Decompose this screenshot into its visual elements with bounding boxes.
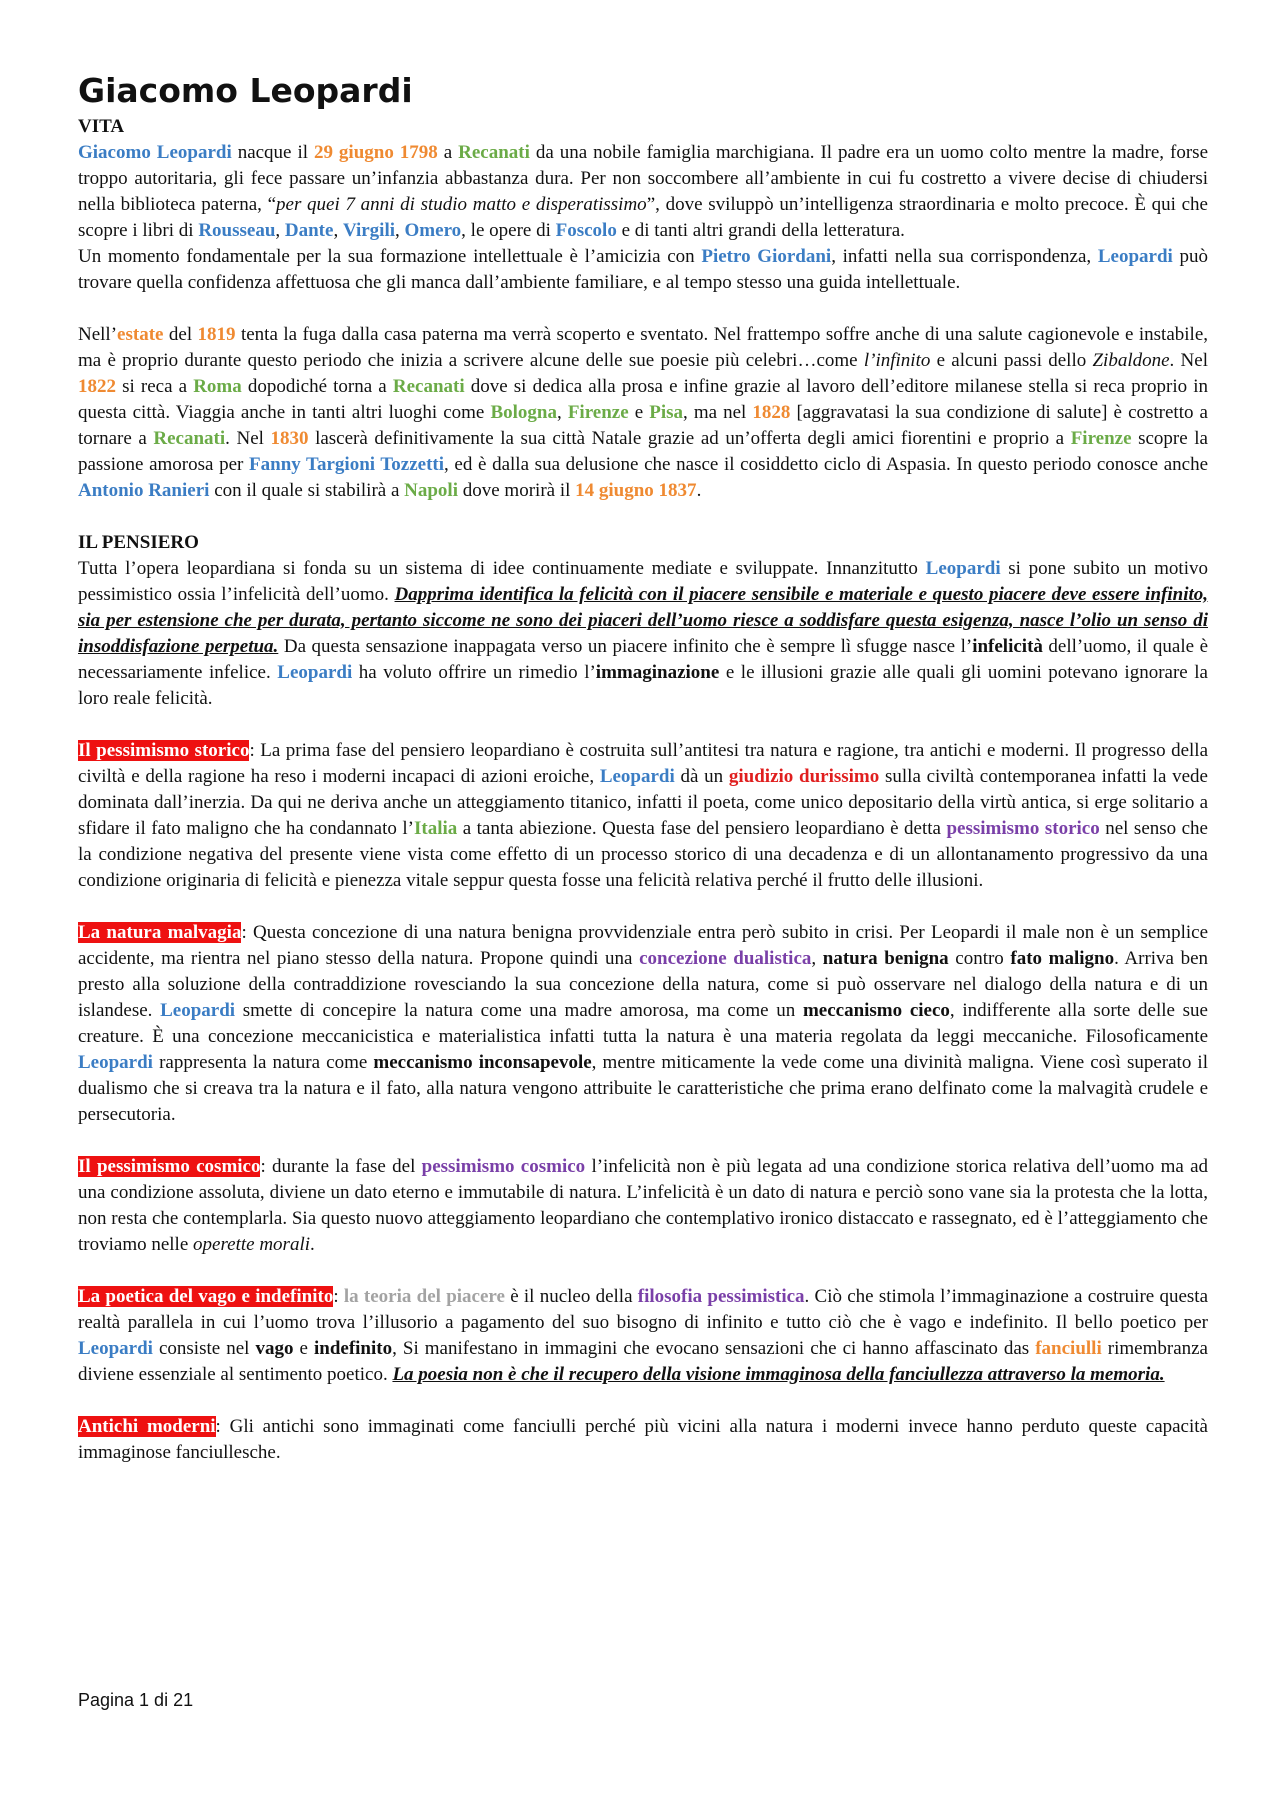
section-heading-pensiero: IL PENSIERO: [78, 532, 199, 553]
text-run: scopre la passione amorosa per: [78, 428, 1208, 475]
paragraph: [78, 322, 1208, 504]
date-highlight: 1830: [270, 428, 309, 449]
paragraph-spacer: [78, 1258, 1208, 1284]
text-run: tenta la fuga dalla casa paterna ma verrà scoperto e sventato. Nel frattempo soffre anche di una salute cagionevole e instabile, ma è proprio durante questo periodo che inizia a scrivere alcune delle sue poesie più celebri…come: [78, 324, 1209, 371]
text-run: Tutta l’opera leopardiana si fonda su un sistema di idee continuamente mediate e sviluppate. Innanzitutto: [78, 558, 926, 579]
text-run: e le illusioni grazie alle quali gli uomini potevano ignorare la loro reale felicità.: [78, 662, 1208, 709]
italic-title: Zibaldone: [1092, 350, 1170, 371]
name-highlight: Giacomo Leopardi: [78, 142, 232, 163]
place-highlight: Recanati: [392, 376, 465, 397]
date-highlight: 1819: [197, 324, 236, 345]
text-run: , le opere di: [461, 220, 556, 241]
text-run: ”, dove sviluppò un’intelligenza straordinaria e molto precoce. È qui che scopre i libri di: [78, 194, 1208, 241]
concept-highlight: pessimismo cosmico: [421, 1156, 586, 1177]
text-run: contro: [948, 948, 1011, 969]
bold-term: infelicità: [972, 636, 1043, 657]
italic-title: per quei 7 anni di studio matto e disperatissimo: [276, 194, 647, 215]
place-highlight: Roma: [193, 376, 242, 397]
section-label: La poetica del vago e indefinito: [78, 1286, 334, 1307]
bold-term: fato maligno: [1010, 948, 1115, 969]
key-sentence: Dapprima identifica la felicità con il piacere sensibile e materiale e questo piacere deve essere infinito, sia per estensione che per durata, pertanto siccome ne sono dei piaceri dell’uomo riesce a soddisfare questa esigenza, nasce l’olio un senso di insoddisfazione perpetua.: [78, 584, 1209, 657]
concept-highlight: concezione dualistica: [639, 948, 812, 969]
name-highlight: Leopardi: [78, 1052, 153, 1073]
text-run: e alcuni passi dello: [930, 350, 1093, 371]
bold-term: natura benigna: [822, 948, 949, 969]
text-run: da una nobile famiglia marchigiana. Il padre era un uomo colto mentre la madre, forse troppo autoritaria, gli fece passare un’infanzia abbastanza dura. Per non soccombere all’ambiente in cui fu costretto a vivere decise di chiudersi nella biblioteca paterna, “: [78, 142, 1208, 215]
section-label: Il pessimismo storico: [78, 740, 250, 761]
name-highlight: Dante: [284, 220, 334, 241]
text-run: a tanta abiezione. Questa fase del pensiero leopardiano è detta: [457, 818, 947, 839]
section-label: Il pessimismo cosmico: [78, 1156, 261, 1177]
text-run: ,: [275, 220, 285, 241]
text-run: . Nel: [1169, 350, 1208, 371]
text-run: ,: [811, 948, 823, 969]
paragraph: [78, 556, 1208, 712]
name-highlight: Omero: [404, 220, 462, 241]
key-sentence: La poesia non è che il recupero della visione immaginosa della fanciullezza attraverso la memoria.: [392, 1364, 1165, 1385]
text-run: rimembranza diviene essenziale al sentimento poetico.: [78, 1338, 1208, 1385]
text-run: ,: [556, 402, 568, 423]
text-run: . Arriva ben presto alla soluzione della contraddizione rovesciando la sua concezione della natura, come si può osservare nel dialogo della natura e di un islandese.: [78, 948, 1209, 1021]
text-run: sulla civiltà contemporanea infatti la vede dominata dall’inerzia. Da qui ne deriva anche un atteggiamento titanico, infatti il poeta, come unico depositario della virtù antica, si erge solitario a sfidare il fato maligno che ha condannato l’: [78, 766, 1208, 839]
paragraph-natura-malvagia: [78, 920, 1208, 1128]
text-run: e: [293, 1338, 314, 1359]
text-run: è il nucleo della: [504, 1286, 638, 1307]
date-highlight: 1822: [78, 376, 116, 397]
text-run: Un momento fondamentale per la sua formazione intellettuale è l’amicizia con: [78, 246, 702, 267]
paragraph-spacer: [78, 1388, 1208, 1414]
place-highlight: Bologna: [490, 402, 557, 423]
paragraph-poetica: [78, 1284, 1208, 1388]
text-run: dell’uomo, il quale è necessariamente infelice.: [78, 636, 1208, 683]
text-run: . Ciò che stimola l’immaginazione a costruire questa realtà parallela in cui l’uomo trova l’illusorio a pagamento del suo bisogno di infinito e tutto ciò che è vago e indefinito. Il bello poetico per: [78, 1286, 1209, 1333]
text-run: dove si dedica alla prosa e infine grazie al lavoro dell’editore milanese stella si reca proprio in questa città. Viaggia anche in tanti altri luoghi come: [78, 376, 1208, 423]
paragraph-spacer: [78, 1128, 1208, 1154]
text-run: .: [310, 1234, 315, 1255]
document-page: [78, 70, 1208, 1466]
name-highlight: Pietro Giordani: [701, 246, 832, 267]
place-highlight: Italia: [413, 818, 458, 839]
place-highlight: Recanati: [153, 428, 226, 449]
text-run: .: [696, 480, 702, 501]
text-run: , ed è dalla sua delusione che nasce il cosiddetto ciclo di Aspasia. In questo periodo conosce anche: [444, 454, 1209, 475]
text-run: con il quale si stabilirà a: [209, 480, 405, 501]
text-run: Da questa sensazione inappagata verso un piacere infinito che è sempre lì sfugge nasce l’: [278, 636, 973, 657]
text-run: :: [333, 1286, 344, 1307]
place-highlight: Napoli: [404, 480, 458, 501]
italic-title: operette morali: [193, 1234, 310, 1255]
place-highlight: Firenze: [1070, 428, 1132, 449]
emphasis-red: giudizio durissimo: [728, 766, 880, 787]
text-run: : La prima fase del pensiero leopardiano è costruita sull’antitesi tra natura e ragione, tra antichi e moderni. Il progresso della civiltà e della ragione ha reso i moderni incapaci di azioni eroiche,: [78, 740, 1209, 787]
text-run: , Si manifestano in immagini che evocano sensazioni che ci hanno affascinato das: [392, 1338, 1036, 1359]
paragraph-spacer: [78, 894, 1208, 920]
text-run: a: [437, 142, 459, 163]
text-run: , indifferente alla sorte delle sue creature. È una concezione meccanicistica e materialistica infatti tutta la natura è una materia regolata da leggi meccaniche. Filosoficamente: [78, 1000, 1208, 1047]
text-run: nacque il: [231, 142, 314, 163]
bold-term: indefinito: [313, 1338, 393, 1359]
paragraph-spacer: [78, 504, 1208, 530]
section-label: La natura malvagia: [78, 922, 242, 943]
text-run: : Questa concezione di una natura benigna provvidenziale entra però subito in crisi. Per Leopardi il male non è un semplice accidente, ma rientra nel piano stesso della natura. Propone quindi una: [78, 922, 1209, 969]
text-run: ,: [333, 220, 343, 241]
text-run: del: [163, 324, 198, 345]
date-highlight: 14 giugno 1837: [575, 480, 697, 501]
place-highlight: Pisa: [649, 402, 684, 423]
place-highlight: Recanati: [458, 142, 530, 163]
document-title: Giacomo Leopardi: [78, 71, 413, 110]
italic-title: l’infinito: [863, 350, 931, 371]
text-run: si reca a: [116, 376, 194, 397]
bold-term: immaginazione: [595, 662, 720, 683]
section-heading-vita: VITA: [78, 116, 125, 137]
date-highlight: estate: [117, 324, 164, 345]
name-highlight: Leopardi: [160, 1000, 236, 1021]
concept-highlight: pessimismo storico: [946, 818, 1100, 839]
paragraph-pessimismo-cosmico: [78, 1154, 1208, 1258]
text-run: lascerà definitivamente la sua città Natale grazie ad un’offerta degli amici fiorentini e proprio a: [308, 428, 1071, 449]
paragraph-spacer: [78, 296, 1208, 322]
text-run: l’infelicità non è più legata ad una condizione storica relativa dell’uomo ma ad una condizione assoluta, diviene un dato eterno e immutabile di natura. L’infelicità è un dato di natura e perciò sono vane sia la protesta che la lotta, non resta che contemplarla. Sia questo nuovo atteggiamento leopardiano che contemplativo ironico distaccato e rassegnato, ed è l’atteggiamento che troviamo nelle: [78, 1156, 1208, 1255]
text-run: dopodiché torna a: [241, 376, 393, 397]
text-run: : Gli antichi sono immaginati come fanciulli perché più vicini alla natura i moderni invece hanno perduto queste capacità immaginose fanciullesche.: [78, 1416, 1208, 1463]
name-highlight: Leopardi: [925, 558, 1001, 579]
text-run: consiste nel: [152, 1338, 256, 1359]
text-run: e di tanti altri grandi della letteratura.: [616, 220, 905, 241]
date-highlight: fanciulli: [1035, 1338, 1102, 1359]
date-highlight: 29 giugno 1798: [313, 142, 438, 163]
text-run: [aggravatasi la sua condizione di salute] è costretto a tornare a: [78, 402, 1208, 449]
text-run: Nell’: [78, 324, 118, 345]
concept-gray: la teoria del piacere: [343, 1286, 505, 1307]
text-run: smette di concepire la natura come una madre amorosa, ma come un: [235, 1000, 803, 1021]
paragraph: [78, 140, 1208, 244]
name-highlight: Leopardi: [78, 1338, 153, 1359]
place-highlight: Firenze: [567, 402, 629, 423]
name-highlight: Fanny Targioni Tozzetti: [249, 454, 445, 475]
date-highlight: 1828: [752, 402, 791, 423]
bold-term: meccanismo cieco: [802, 1000, 950, 1021]
name-highlight: Foscolo: [555, 220, 617, 241]
text-run: rappresenta la natura come: [152, 1052, 374, 1073]
paragraph-pessimismo-storico: [78, 738, 1208, 894]
bold-term: meccanismo inconsapevole: [373, 1052, 592, 1073]
text-run: si pone subito un motivo pessimistico ossia l’infelicità dell’uomo.: [78, 558, 1208, 605]
text-run: , ma nel: [683, 402, 753, 423]
text-run: ha voluto offrire un rimedio l’: [352, 662, 596, 683]
text-run: , infatti nella sua corrispondenza,: [831, 246, 1098, 267]
paragraph: [78, 244, 1208, 296]
paragraph-antichi-moderni: [78, 1414, 1208, 1466]
section-label: Antichi moderni: [78, 1416, 216, 1437]
text-run: ,: [395, 220, 405, 241]
paragraph-spacer: [78, 712, 1208, 738]
bold-term: vago: [255, 1338, 294, 1359]
name-highlight: Leopardi: [599, 766, 675, 787]
concept-highlight: filosofia pessimistica: [637, 1286, 805, 1307]
text-run: , mentre miticamente la vede come una divinità maligna. Viene così superato il dualismo che si creava tra la natura e il fato, alla natura vengono attribuite le caratteristiche che prima erano delfinato come la malvagità crudele e persecutoria.: [78, 1052, 1208, 1125]
name-highlight: Virgili: [342, 220, 396, 241]
text-run: e: [628, 402, 650, 423]
text-run: . Nel: [225, 428, 271, 449]
name-highlight: Leopardi: [1097, 246, 1173, 267]
name-highlight: Rousseau: [198, 220, 276, 241]
text-run: dove morirà il: [458, 480, 576, 501]
text-run: può trovare quella confidenza affettuosa che gli manca dall’ambiente familiare, e al tempo stesso una guida intellettuale.: [78, 246, 1209, 293]
text-run: nel senso che la condizione negativa del presente viene vista come effetto di un processo storico di una decadenza e di un allontanamento progressivo da una condizione originaria di felicità e pienezza vitale seppur questa fosse una felicità relativa perché il frutto delle illusioni.: [78, 818, 1208, 891]
page-footer: Pagina 1 di 21: [78, 1690, 194, 1710]
name-highlight: Leopardi: [277, 662, 353, 683]
text-run: dà un: [674, 766, 729, 787]
text-run: : durante la fase del: [260, 1156, 422, 1177]
name-highlight: Antonio Ranieri: [78, 480, 210, 501]
